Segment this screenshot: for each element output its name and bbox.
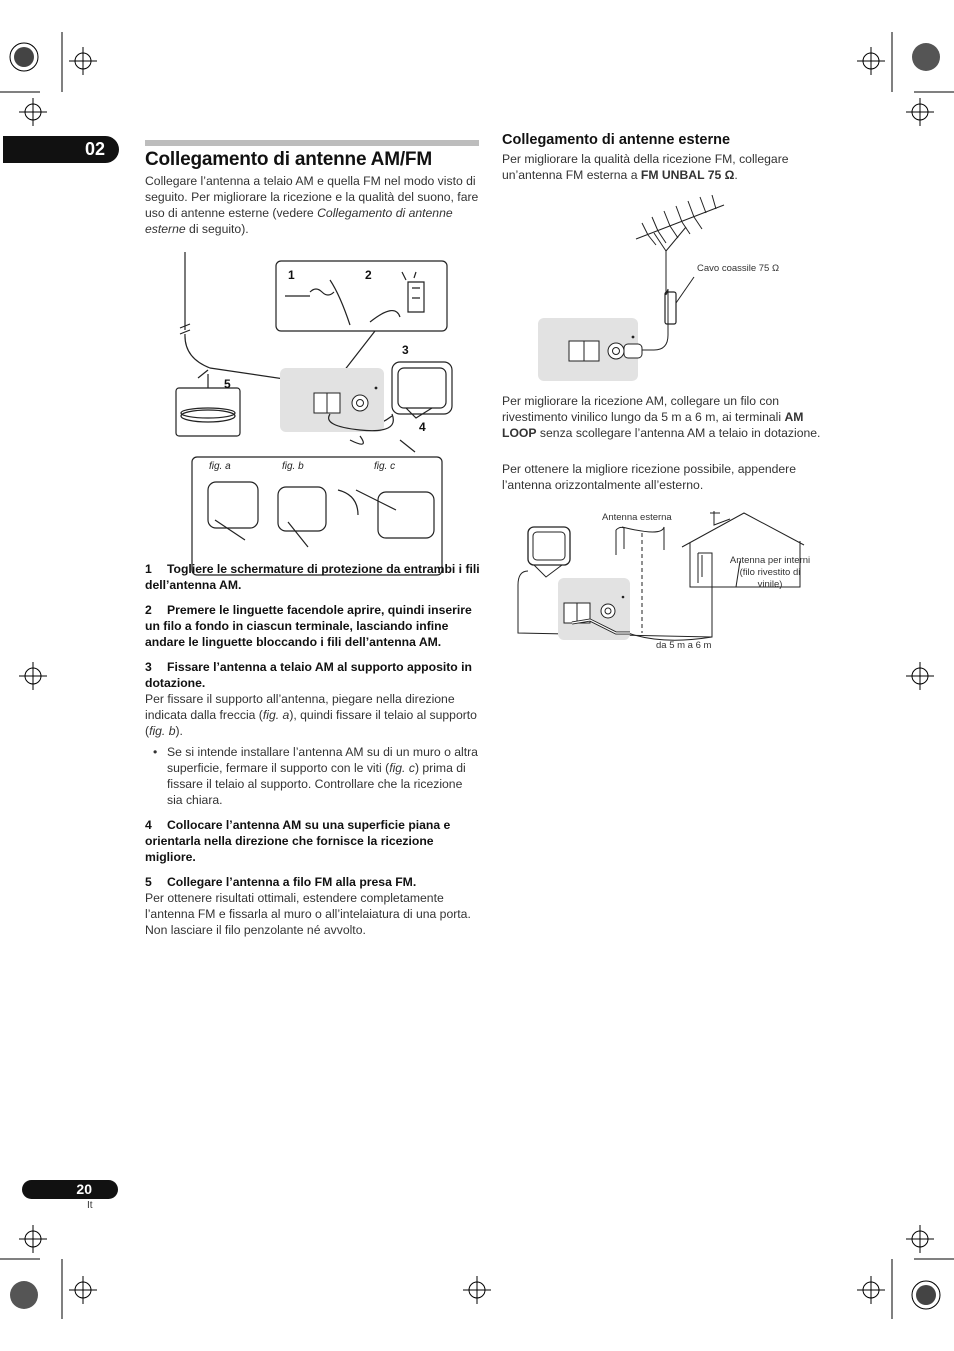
indoor-antenna-label-1: Antenna per interni bbox=[729, 555, 811, 566]
step-5-heading: 5 Collegare l’antenna a filo FM alla presa FM. bbox=[145, 875, 417, 889]
diagram-step-3-label: 3 bbox=[402, 343, 409, 357]
step-3-bullet: • Se si intende installare l’antenna AM su di un muro o altra superficie, fermare il supporto con le viti (fig. c) prima di fissare il telaio al supporto. Controllare che la ricezione sia chiara. bbox=[153, 745, 478, 807]
am-paragraph: Per migliorare la ricezione AM, collegare un filo con rivestimento vinilico lungo da 5 m a 6 m, ai terminali AM LOOP senza scollegare l’antenna AM a telaio in dotazione. bbox=[502, 394, 821, 440]
diagram-step-1-label: 1 bbox=[288, 268, 295, 282]
step-4-heading: 4 Collocare l’antenna AM su una superficie piana e orientarla nella direzione che fornisce la ricezione migliore. bbox=[145, 818, 451, 864]
indoor-antenna-label-2: (filo rivestito di bbox=[739, 567, 801, 578]
page-title: Collegamento di antenne AM/FM bbox=[145, 149, 432, 170]
fig-b-label: fig. b bbox=[282, 461, 304, 472]
fm-terminal-name: FM UNBAL 75 Ω bbox=[640, 168, 735, 182]
am-fm-connection-diagram bbox=[170, 250, 460, 580]
external-antenna-title: Collegamento di antenne esterne bbox=[502, 132, 731, 148]
title-rule bbox=[145, 140, 479, 146]
wire-length-label: da 5 m a 6 m bbox=[656, 640, 712, 651]
steps-list bbox=[145, 561, 481, 938]
diagram-step-5-label: 5 bbox=[224, 377, 231, 391]
outdoor-antenna-label: Antenna esterna bbox=[602, 512, 672, 523]
language-code: It bbox=[87, 1200, 93, 1211]
intro-reference: Collegamento di antenne esterne bbox=[145, 206, 453, 236]
step-1-heading: 1 Togliere le schermature di protezione da entrambi i fili dell’antenna AM. bbox=[145, 562, 480, 592]
step-3-heading: 3 Fissare l’antenna a telaio AM al supporto apposito in dotazione. bbox=[145, 660, 472, 690]
step-5-body: Per ottenere risultati ottimali, estendere completamente l’antenna FM e fissarla al muro o all’intelaiatura di una porta. Non lasciare il filo penzolante né avvolto. bbox=[145, 891, 471, 937]
am-terminal-name: AM LOOP bbox=[502, 410, 804, 440]
indoor-antenna-label-3: vinile) bbox=[757, 579, 783, 590]
diagram-step-4-label: 4 bbox=[419, 420, 426, 434]
intro-paragraph: Collegare l’antenna a telaio AM e quella FM nel modo visto di seguito. Per migliorare la ricezione e la qualità del suono, fare uso di antenne esterne (vedere Collegamento di antenne esterne di seguito). bbox=[145, 174, 479, 236]
fm-external-antenna-diagram bbox=[536, 195, 806, 385]
diagram-step-2-label: 2 bbox=[365, 268, 372, 282]
chapter-tab: 02 bbox=[3, 136, 119, 163]
fm-paragraph: Per migliorare la qualità della ricezione FM, collegare un’antenna FM esterna a FM UNBAL 75 Ω. bbox=[502, 152, 789, 182]
am-paragraph-2: Per ottenere la migliore ricezione possibile, appendere l’antenna orizzontalmente all’esterno. bbox=[502, 462, 797, 492]
page-number-tab: 20 bbox=[22, 1180, 118, 1199]
fig-a-label: fig. a bbox=[209, 461, 231, 472]
step-3-body: Per fissare il supporto all’antenna, piegare nella direzione indicata dalla freccia (fig. a), quindi fissare il telaio al supporto (fig. b). bbox=[145, 692, 477, 738]
step-2-heading: 2 Premere le linguette facendole aprire, quindi inserire un filo a fondo in ciascun terminale, lasciando infine andare le linguette bloccando i fili dell’antenna AM. bbox=[145, 603, 472, 649]
coax-cable-label: Cavo coassile 75 Ω bbox=[697, 263, 780, 274]
bullet-mark: • bbox=[153, 745, 158, 759]
fig-c-label: fig. c bbox=[374, 461, 396, 472]
am-external-antenna-diagram bbox=[512, 505, 842, 655]
